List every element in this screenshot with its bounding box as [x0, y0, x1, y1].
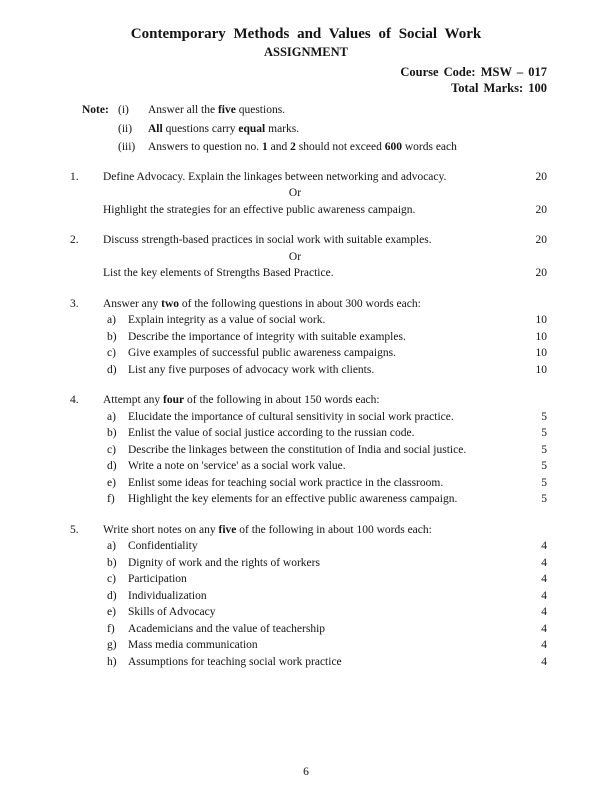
- subitem-text: Enlist some ideas for teaching social work practice in the classroom.: [128, 476, 444, 489]
- or-separator: Or: [288, 250, 302, 263]
- subitem-text: Participation: [128, 573, 187, 585]
- question-1: [70, 169, 547, 219]
- question-number: 2.: [70, 234, 79, 246]
- question-text: Answer any two of the following questions in about 300 words each:: [103, 297, 421, 310]
- subitem-text: Give examples of successful public awareness campaigns.: [128, 347, 396, 359]
- subitem-marks: 10: [535, 330, 547, 343]
- spacer: [70, 362, 103, 379]
- note-text: All questions carry equal marks.: [148, 122, 300, 135]
- subitem-text: Write a note on 'service' as a social work value.: [128, 460, 346, 472]
- course-code: Course Code: MSW – 017: [400, 65, 547, 79]
- subitem-marker: f): [107, 493, 115, 505]
- spacer: [70, 475, 103, 492]
- subitem-text: Explain integrity as a value of social work.: [128, 314, 326, 326]
- question-5: [70, 522, 547, 671]
- subitem-text: Skills of Advocacy: [128, 606, 216, 618]
- question-marks: 20: [535, 267, 547, 279]
- question-4-item-f: [70, 491, 547, 508]
- subitem-marks: 4: [541, 655, 547, 668]
- question-4: [70, 392, 547, 508]
- subitem-marks: 4: [541, 573, 547, 585]
- subitem-marks: 4: [541, 622, 547, 635]
- question-text: Attempt any four of the following in about 150 words each:: [103, 394, 380, 406]
- question-5-item-g: [70, 637, 547, 654]
- subitem-marks: 10: [535, 347, 547, 359]
- spacer: [70, 637, 103, 654]
- question-number: 3.: [70, 297, 79, 310]
- question-text: Define Advocacy. Explain the linkages between networking and advocacy.: [103, 170, 447, 183]
- spacer: [70, 202, 103, 219]
- spacer: [70, 588, 103, 605]
- note-marker: (iii): [118, 141, 136, 153]
- question-4-item-b: [70, 425, 547, 442]
- course-meta: [0, 64, 612, 96]
- question-1-main: [70, 169, 547, 186]
- subitem-text: Confidentiality: [128, 540, 198, 552]
- question-marks: 20: [535, 234, 547, 246]
- spacer: [70, 458, 103, 475]
- question-5-item-f: [70, 621, 547, 638]
- question-text: Highlight the strategies for an effective public awareness campaign.: [103, 203, 416, 216]
- question-text: Discuss strength-based practices in social work with suitable examples.: [103, 234, 432, 246]
- question-text: Write short notes on any five of the following in about 100 words each:: [103, 523, 432, 536]
- spacer: [70, 571, 103, 588]
- subitem-marks: 5: [541, 460, 547, 472]
- subitem-marks: 5: [541, 427, 547, 439]
- subitem-marker: d): [107, 363, 117, 376]
- question-3: [70, 296, 547, 379]
- question-1-alternative: [70, 202, 547, 219]
- question-3-stem: [70, 296, 547, 313]
- note-item-3: [82, 141, 547, 155]
- subitem-marker: b): [107, 556, 117, 569]
- spacer: [70, 265, 103, 282]
- question-3-item-d: [70, 362, 547, 379]
- subitem-marker: f): [107, 622, 115, 635]
- question-2-main: [70, 232, 547, 249]
- subitem-marker: a): [107, 540, 116, 552]
- spacer: [70, 312, 103, 329]
- question-3-item-b: [70, 329, 547, 346]
- subitem-text: Academicians and the value of teachership: [128, 622, 326, 635]
- subitem-marks: 4: [541, 589, 547, 602]
- question-4-item-e: [70, 475, 547, 492]
- spacer: [519, 522, 547, 539]
- subitem-text: Describe the importance of integrity with suitable examples.: [128, 330, 406, 343]
- subitem-text: Elucidate the importance of cultural sensitivity in social work practice.: [128, 410, 454, 423]
- spacer: [70, 604, 103, 621]
- note-text: Answers to question no. 1 and 2 should not exceed 600 words each: [148, 141, 457, 153]
- subitem-marker: c): [107, 347, 116, 359]
- question-5-item-b: [70, 555, 547, 572]
- spacer: [70, 345, 103, 362]
- spacer: [70, 425, 103, 442]
- subitem-marker: b): [107, 427, 117, 439]
- subitem-text: Mass media communication: [128, 639, 258, 651]
- note-item-1: [82, 104, 547, 118]
- subitem-marks: 10: [535, 363, 547, 376]
- note-text: Answer all the five questions.: [148, 104, 286, 116]
- subitem-text: Individualization: [128, 589, 207, 602]
- spacer: [70, 491, 103, 508]
- subitem-marker: b): [107, 330, 117, 343]
- subitem-text: Describe the linkages between the constitution of India and social justice.: [128, 443, 467, 456]
- question-5-item-e: [70, 604, 547, 621]
- question-2-alternative: [70, 265, 547, 282]
- question-marks: 20: [535, 203, 547, 216]
- question-3-item-c: [70, 345, 547, 362]
- question-text: List the key elements of Strengths Based Practice.: [103, 267, 334, 279]
- subitem-marks: 4: [541, 540, 547, 552]
- subitem-marker: e): [107, 476, 116, 489]
- spacer: [519, 392, 547, 409]
- note-item-2: [82, 123, 547, 137]
- spacer: [519, 296, 547, 313]
- subitem-marks: 5: [541, 493, 547, 505]
- note-label: Note:: [82, 104, 109, 116]
- question-3-item-a: [70, 312, 547, 329]
- question-2: [70, 232, 547, 282]
- question-number: 4.: [70, 394, 79, 406]
- question-number: 5.: [70, 523, 79, 536]
- subitem-text: Highlight the key elements for an effective public awareness campaign.: [128, 493, 458, 505]
- spacer: [70, 538, 103, 555]
- subitem-marks: 5: [541, 410, 547, 423]
- subitem-marker: g): [107, 639, 117, 651]
- total-marks: Total Marks: 100: [451, 81, 547, 95]
- subitem-marker: c): [107, 443, 116, 456]
- subitem-marks: 5: [541, 476, 547, 489]
- subitem-marks: 10: [535, 314, 547, 326]
- subitem-marks: 4: [541, 606, 547, 618]
- page-title: Contemporary Methods and Values of Social Work: [130, 26, 482, 42]
- question-5-item-c: [70, 571, 547, 588]
- question-5-item-a: [70, 538, 547, 555]
- question-4-item-d: [70, 458, 547, 475]
- spacer: [82, 141, 118, 155]
- questions-section: [0, 169, 612, 671]
- spacer: [70, 654, 103, 671]
- subitem-marker: c): [107, 573, 116, 585]
- question-marks: 20: [535, 170, 547, 183]
- subitem-text: Enlist the value of social justice according to the russian code.: [128, 427, 415, 439]
- subitem-marks: 4: [541, 556, 547, 569]
- assignment-heading: ASSIGNMENT: [263, 45, 349, 59]
- subitem-marker: a): [107, 410, 116, 423]
- note-section: [82, 104, 547, 155]
- subitem-marks: 5: [541, 443, 547, 456]
- subitem-marker: h): [107, 655, 117, 668]
- question-number: 1.: [70, 170, 79, 183]
- question-4-item-c: [70, 442, 547, 459]
- spacer: [70, 621, 103, 638]
- subitem-marker: d): [107, 460, 117, 472]
- question-4-item-a: [70, 409, 547, 426]
- page-number: 6: [303, 766, 309, 778]
- note-marker: (ii): [118, 122, 133, 135]
- question-5-stem: [70, 522, 547, 539]
- spacer: [70, 442, 103, 459]
- question-5-item-h: [70, 654, 547, 671]
- spacer: [70, 329, 103, 346]
- spacer: [82, 123, 118, 137]
- subitem-marker: e): [107, 606, 116, 618]
- note-marker: (i): [118, 104, 129, 116]
- or-separator: Or: [288, 187, 302, 199]
- question-4-stem: [70, 392, 547, 409]
- subitem-marker: d): [107, 589, 117, 602]
- subitem-text: Assumptions for teaching social work practice: [128, 655, 342, 668]
- question-5-item-d: [70, 588, 547, 605]
- subitem-text: List any five purposes of advocacy work with clients.: [128, 363, 375, 376]
- subitem-text: Dignity of work and the rights of workers: [128, 556, 320, 569]
- subitem-marker: a): [107, 314, 116, 326]
- subitem-marks: 4: [541, 639, 547, 651]
- spacer: [70, 555, 103, 572]
- spacer: [70, 409, 103, 426]
